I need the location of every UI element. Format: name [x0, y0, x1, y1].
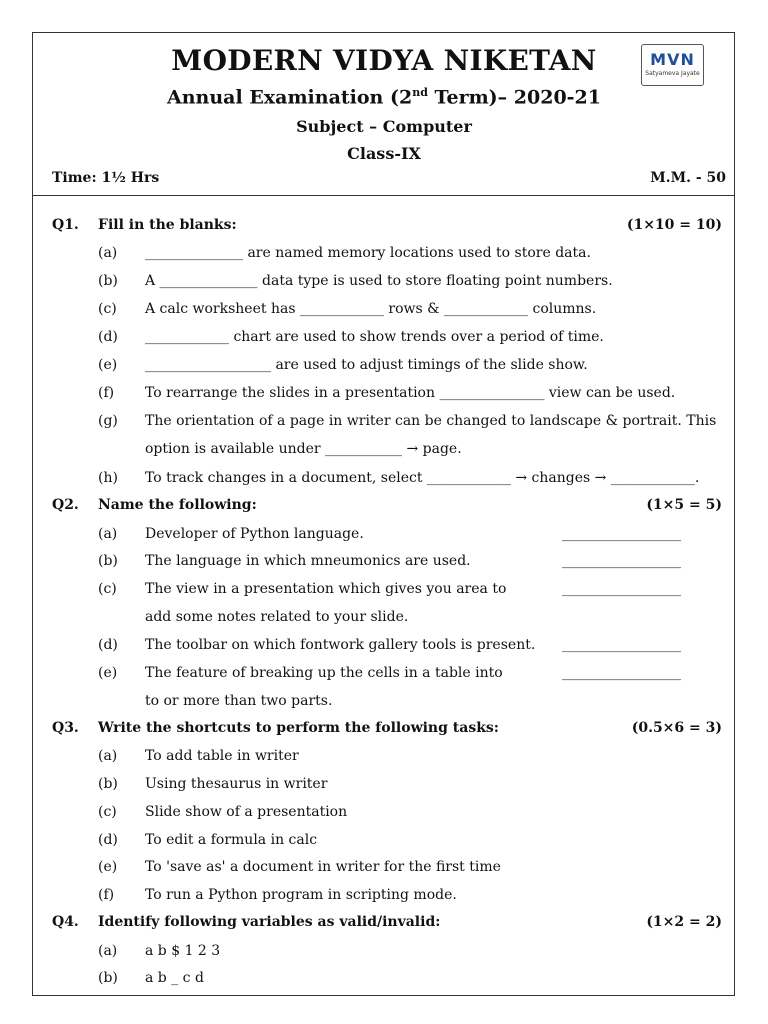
- header-divider: [33, 195, 734, 196]
- item-text: Slide show of a presentation: [145, 804, 348, 820]
- item-label: (c): [98, 581, 117, 597]
- question-item-continuation: [0, 605, 768, 629]
- item-text: The toolbar on which fontwork gallery tools is present.: [145, 637, 536, 653]
- item-text: Developer of Python language.: [145, 526, 364, 542]
- question-header: [0, 716, 768, 740]
- subject-line: Subject – Computer: [296, 117, 472, 136]
- item-text: To edit a formula in calc: [145, 832, 318, 848]
- item-text: To 'save as' a document in writer for the first time: [145, 859, 501, 875]
- item-label: (c): [98, 804, 117, 820]
- question-title: Name the following:: [98, 497, 257, 513]
- question-number: Q3.: [52, 720, 79, 736]
- item-text: To track changes in a document, select ____________ → changes → ____________.: [145, 470, 700, 486]
- exam-title-superscript: nd: [412, 86, 428, 99]
- item-label: (a): [98, 245, 118, 261]
- question-item: [0, 772, 768, 796]
- question-marks: (1×10 = 10): [626, 217, 722, 233]
- item-label: (d): [98, 637, 118, 653]
- item-text: ______________ are named memory locations used to store data.: [145, 245, 591, 261]
- item-label: (c): [98, 301, 117, 317]
- item-label: (b): [98, 970, 118, 986]
- question-title: Fill in the blanks:: [98, 217, 237, 233]
- item-text: __________________ are used to adjust timings of the slide show.: [145, 357, 588, 373]
- item-label: (b): [98, 273, 118, 289]
- answer-blank: _________________: [562, 665, 681, 681]
- item-label: (e): [98, 357, 118, 373]
- question-item: [0, 661, 768, 685]
- item-text: A calc worksheet has ____________ rows & ____________ columns.: [145, 301, 597, 317]
- item-label: (e): [98, 665, 118, 681]
- question-item: [0, 966, 768, 990]
- question-item: [0, 744, 768, 768]
- question-item: [0, 828, 768, 852]
- item-text: option is available under ___________ → page.: [145, 441, 462, 457]
- time-allowed: Time: 1½ Hrs: [52, 170, 160, 186]
- logo-text: MVN: [650, 50, 695, 69]
- exam-title: [0, 86, 768, 108]
- max-marks: M.M. - 50: [650, 170, 726, 186]
- question-item: [0, 353, 768, 377]
- logo-motto: Satyameva Jayate: [645, 70, 700, 77]
- item-label: (a): [98, 748, 118, 764]
- item-label: (b): [98, 776, 118, 792]
- item-label: (h): [98, 470, 118, 486]
- answer-blank: _________________: [562, 581, 681, 597]
- item-label: (a): [98, 526, 118, 542]
- item-label: (d): [98, 329, 118, 345]
- item-text: To rearrange the slides in a presentation _______________ view can be used.: [145, 385, 676, 401]
- item-text: to or more than two parts.: [145, 693, 333, 709]
- item-text: A ______________ data type is used to store floating point numbers.: [145, 273, 613, 289]
- item-label: (f): [98, 385, 115, 401]
- item-label: (g): [98, 413, 118, 429]
- item-text: The feature of breaking up the cells in a table into: [145, 665, 503, 681]
- question-item: [0, 883, 768, 907]
- question-item: [0, 466, 768, 490]
- item-label: (e): [98, 859, 118, 875]
- item-text: ____________ chart are used to show trends over a period of time.: [145, 329, 604, 345]
- question-header: [0, 493, 768, 517]
- item-label: (b): [98, 553, 118, 569]
- question-item: [0, 241, 768, 265]
- question-item: [0, 633, 768, 657]
- item-text: To run a Python program in scripting mode.: [145, 887, 457, 903]
- answer-blank: _________________: [562, 553, 681, 569]
- answer-blank: _________________: [562, 526, 681, 542]
- question-number: Q4.: [52, 914, 79, 930]
- question-item: [0, 939, 768, 963]
- question-item: [0, 381, 768, 405]
- question-item: [0, 409, 768, 433]
- question-item: [0, 549, 768, 573]
- question-item-continuation: [0, 689, 768, 713]
- question-item-continuation: [0, 437, 768, 461]
- exam-title-prefix: Annual Examination (2: [167, 86, 413, 109]
- question-marks: (1×2 = 2): [646, 914, 722, 930]
- question-item: [0, 522, 768, 546]
- question-header: [0, 910, 768, 934]
- question-header: [0, 213, 768, 237]
- answer-blank: _________________: [562, 637, 681, 653]
- question-title: Identify following variables as valid/invalid:: [98, 914, 441, 930]
- item-text: Using thesaurus in writer: [145, 776, 328, 792]
- item-text: The orientation of a page in writer can be changed to landscape & portrait. This: [145, 413, 717, 429]
- item-text: add some notes related to your slide.: [145, 609, 409, 625]
- item-text: a b _ c d: [145, 970, 204, 986]
- school-name: MODERN VIDYA NIKETAN: [171, 44, 597, 77]
- question-marks: (0.5×6 = 3): [631, 720, 722, 736]
- item-text: The view in a presentation which gives you area to: [145, 581, 507, 597]
- item-label: (d): [98, 832, 118, 848]
- question-marks: (1×5 = 5): [646, 497, 722, 513]
- question-number: Q2.: [52, 497, 79, 513]
- item-text: The language in which mneumonics are used.: [145, 553, 471, 569]
- item-text: To add table in writer: [145, 748, 299, 764]
- item-label: (f): [98, 887, 115, 903]
- question-item: [0, 577, 768, 601]
- question-title: Write the shortcuts to perform the following tasks:: [98, 720, 499, 736]
- question-item: [0, 800, 768, 824]
- question-number: Q1.: [52, 217, 79, 233]
- class-line: Class-IX: [347, 144, 421, 163]
- question-item: [0, 297, 768, 321]
- question-item: [0, 325, 768, 349]
- question-item: [0, 269, 768, 293]
- exam-title-suffix: Term)– 2020-21: [427, 86, 601, 109]
- item-label: (a): [98, 943, 118, 959]
- question-item: [0, 855, 768, 879]
- item-text: a b $ 1 2 3: [145, 943, 221, 959]
